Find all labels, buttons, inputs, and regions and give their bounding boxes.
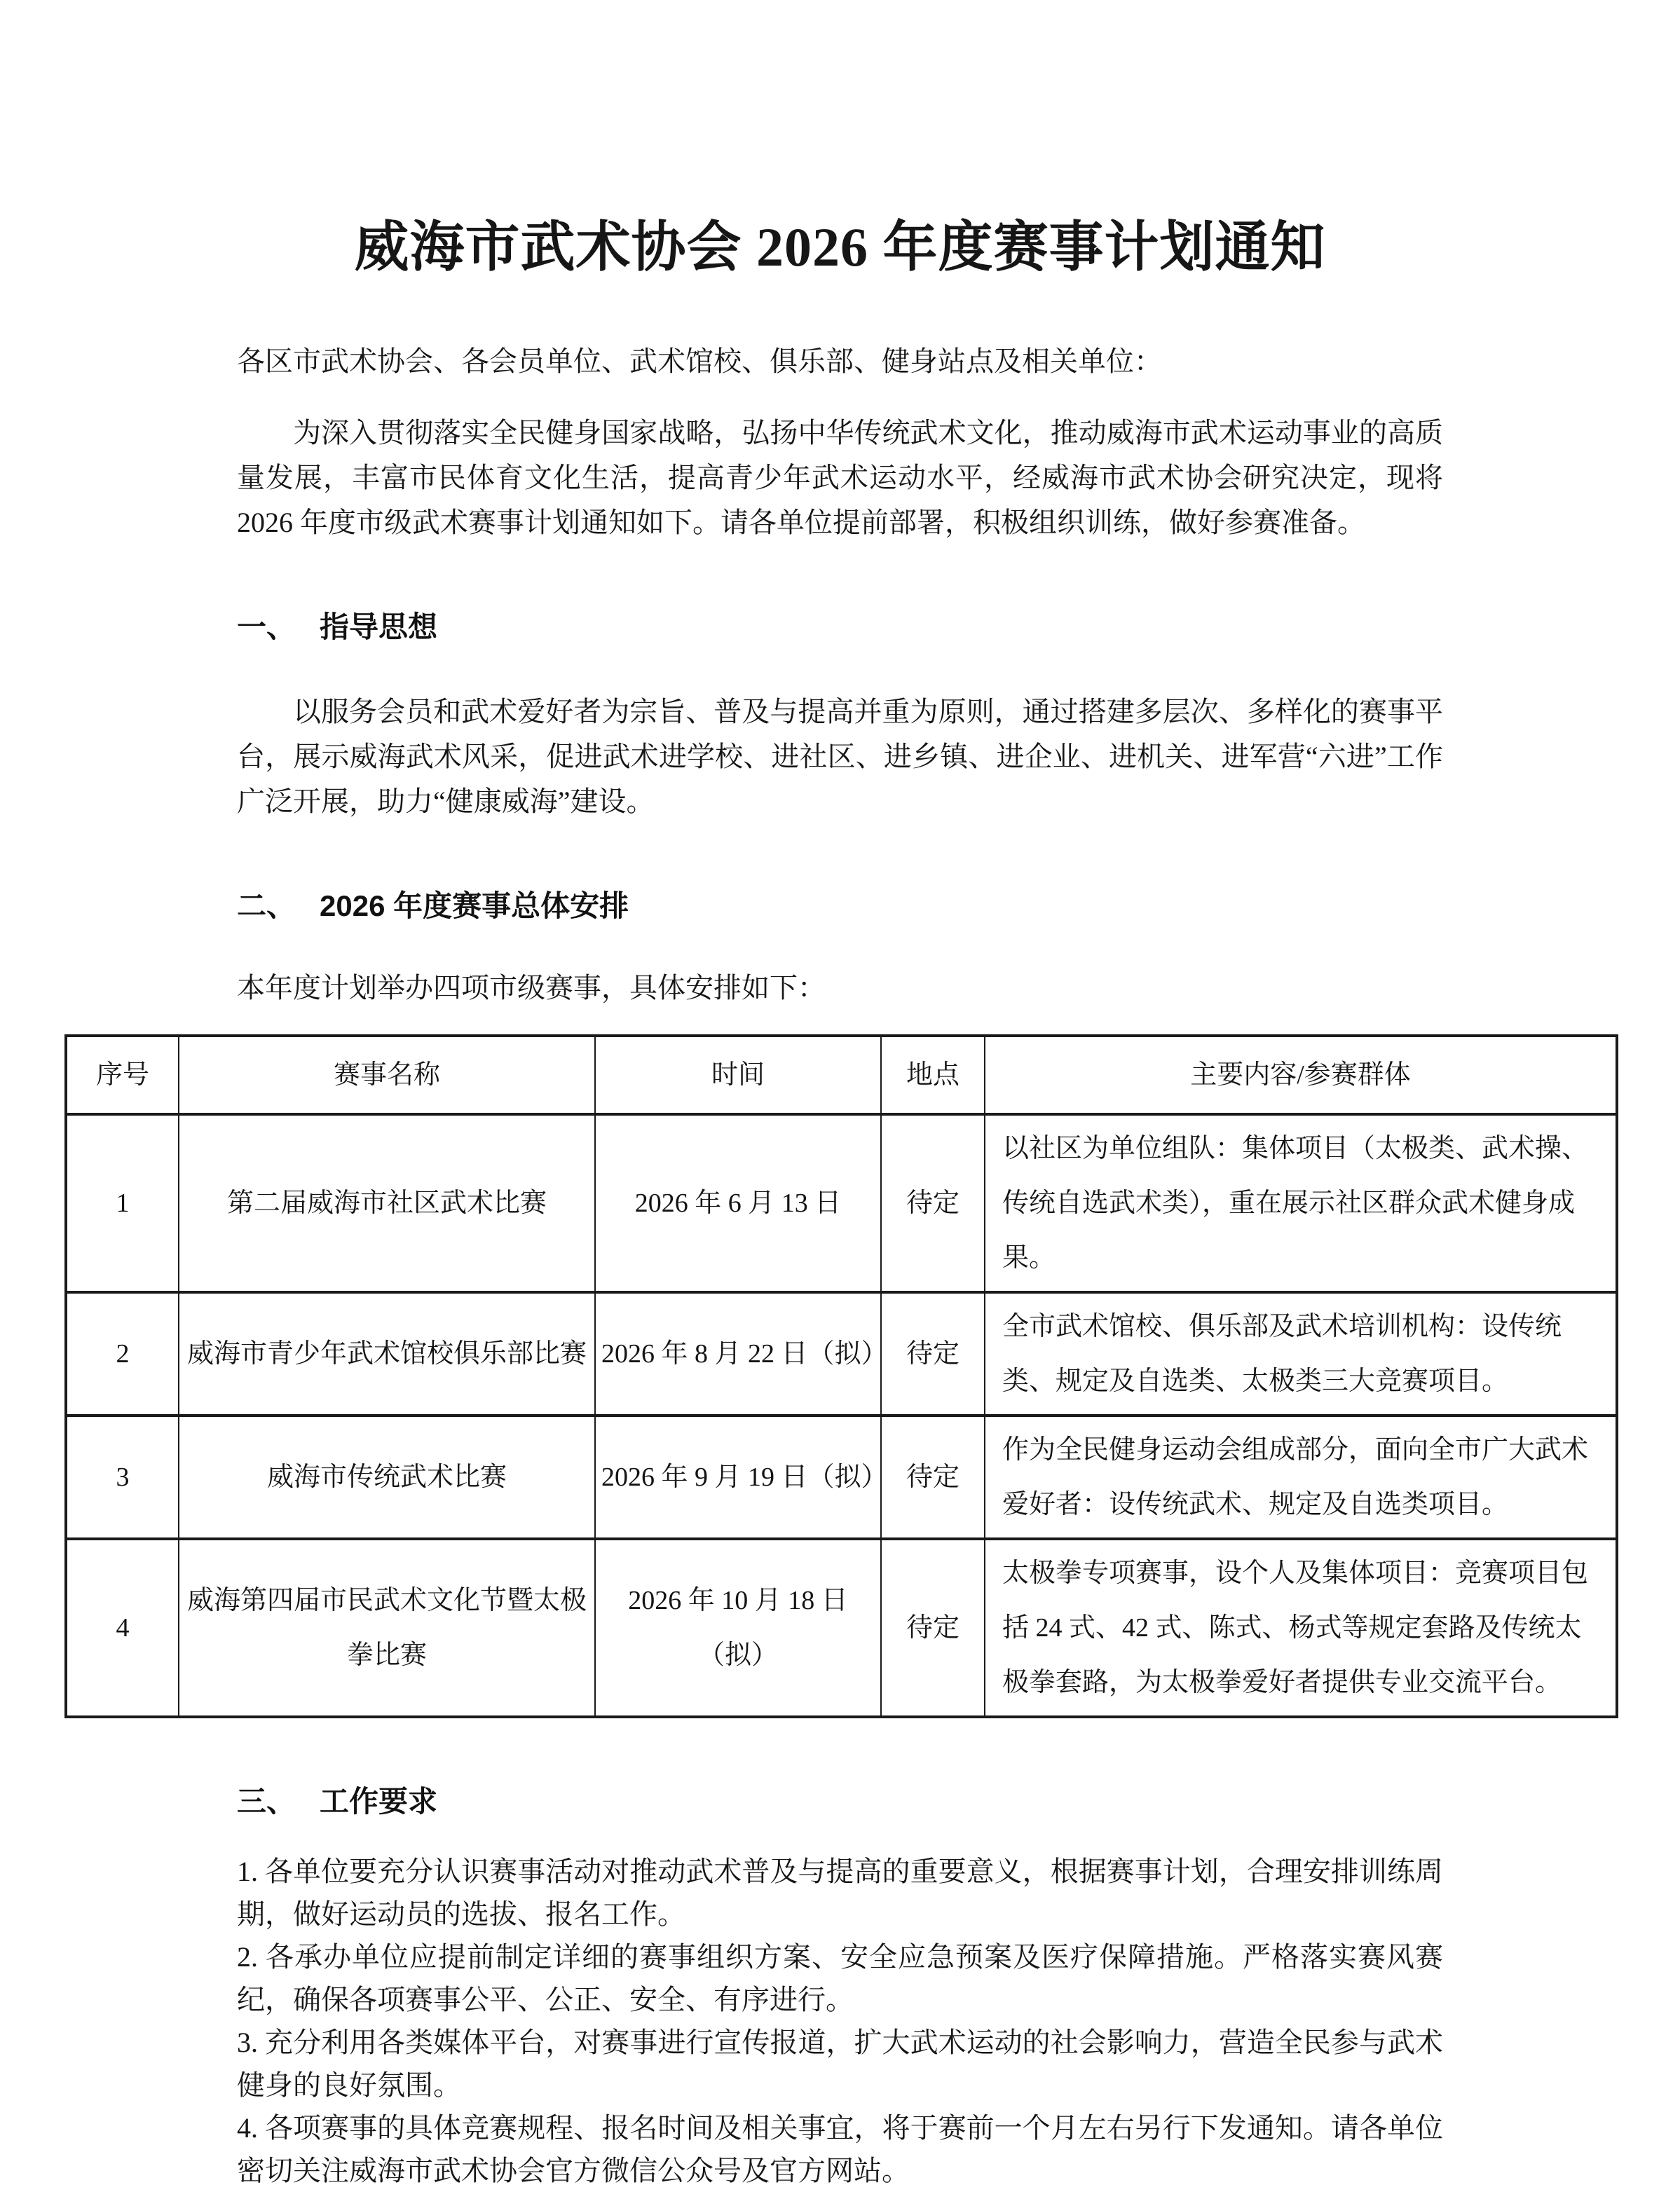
- section-2-lead: 本年度计划举办四项市级赛事，具体安排如下：: [237, 972, 826, 1003]
- event-time-cell: 2026 年 10 月 18 日（拟）: [595, 1539, 881, 1717]
- row-number-cell: 4: [66, 1539, 179, 1717]
- event-place-cell: 待定: [881, 1539, 985, 1717]
- section-1-body: 以服务会员和武术爱好者为宗旨、普及与提高并重为原则，通过搭建多层次、多样化的赛事平台，展示威海武术风采，促进武术进学校、进社区、进乡镇、进企业、进机关、进军营“六进”工作广泛开展，助力“健康威海”建设。: [237, 696, 1443, 817]
- intro-paragraph: 为深入贯彻落实全民健身国家战略，弘扬中华传统武术文化，推动威海市武术运动事业的高质量发展，丰富市民体育文化生活，提高青少年武术运动水平，经威海市武术协会研究决定，现将 2026 年度市级武术赛事计划通知如下。请各单位提前部署，积极组织训练，做好参赛准备。: [237, 417, 1443, 538]
- row-number-cell: 3: [66, 1416, 179, 1539]
- section-2-title: 2026 年度赛事总体安排: [320, 889, 629, 922]
- section-heading-3: [237, 1779, 1443, 1825]
- row-number-cell: 1: [66, 1114, 179, 1292]
- salutation: 各区市武术协会、各会员单位、武术馆校、俱乐部、健身站点及相关单位：: [237, 345, 1162, 377]
- header-time: 时间: [595, 1036, 881, 1114]
- header-index: 序号: [66, 1036, 179, 1114]
- table-header-row: [66, 1036, 1617, 1114]
- table-row: [66, 1416, 1617, 1539]
- row-number-cell: 2: [66, 1292, 179, 1416]
- section-1-number: 一、: [237, 610, 296, 643]
- requirements-list: [0, 1850, 1680, 2192]
- header-content: 主要内容/参赛群体: [985, 1036, 1617, 1114]
- table-row: [66, 1292, 1617, 1416]
- event-time-cell: 2026 年 8 月 22 日（拟）: [595, 1292, 881, 1416]
- event-time-cell: 2026 年 6 月 13 日: [595, 1114, 881, 1292]
- event-place-cell: 待定: [881, 1292, 985, 1416]
- header-place: 地点: [881, 1036, 985, 1114]
- event-content-cell: 全市武术馆校、俱乐部及武术培训机构：设传统类、规定及自选类、太极类三大竞赛项目。: [985, 1292, 1617, 1416]
- event-time-cell: 2026 年 9 月 19 日（拟）: [595, 1416, 881, 1539]
- section-heading-1: [237, 604, 1443, 650]
- event-name-cell: 第二届威海市社区武术比赛: [179, 1114, 595, 1292]
- section-3-number: 三、: [237, 1785, 296, 1818]
- event-content-cell: 太极拳专项赛事，设个人及集体项目：竞赛项目包括 24 式、42 式、陈式、杨式等规定套路及传统太极拳套路，为太极拳爱好者提供专业交流平台。: [985, 1539, 1617, 1717]
- section-2-number: 二、: [237, 889, 296, 922]
- requirement-item: 3. 充分利用各类媒体平台，对赛事进行宣传报道，扩大武术运动的社会影响力，营造全民参与武术健身的良好氛围。: [237, 2027, 1443, 2101]
- section-1-title: 指导思想: [320, 610, 438, 643]
- schedule-table: [64, 1034, 1618, 1718]
- page-title: 威海市武术协会 2026 年度赛事计划通知: [354, 217, 1326, 278]
- event-name-cell: 威海第四届市民武术文化节暨太极拳比赛: [179, 1539, 595, 1717]
- event-name-cell: 威海市传统武术比赛: [179, 1416, 595, 1539]
- requirement-item: 1. 各单位要充分认识赛事活动对推动武术普及与提高的重要意义，根据赛事计划，合理安排训练周期，做好运动员的选拔、报名工作。: [237, 1856, 1443, 1930]
- section-heading-2: [237, 883, 1443, 929]
- table-row: [66, 1114, 1617, 1292]
- event-place-cell: 待定: [881, 1114, 985, 1292]
- event-name-cell: 威海市青少年武术馆校俱乐部比赛: [179, 1292, 595, 1416]
- event-content-cell: 作为全民健身运动会组成部分，面向全市广大武术爱好者：设传统武术、规定及自选类项目。: [985, 1416, 1617, 1539]
- requirement-item: 2. 各承办单位应提前制定详细的赛事组织方案、安全应急预案及医疗保障措施。严格落实赛风赛纪，确保各项赛事公平、公正、安全、有序进行。: [237, 1941, 1443, 2015]
- header-event-name: 赛事名称: [179, 1036, 595, 1114]
- table-row: [66, 1539, 1617, 1717]
- event-content-cell: 以社区为单位组队：集体项目（太极类、武术操、传统自选武术类），重在展示社区群众武术健身成果。: [985, 1114, 1617, 1292]
- section-3-title: 工作要求: [320, 1785, 438, 1818]
- requirement-item: 4. 各项赛事的具体竞赛规程、报名时间及相关事宜，将于赛前一个月左右另行下发通知。请各单位密切关注威海市武术协会官方微信公众号及官方网站。: [237, 2112, 1443, 2186]
- event-place-cell: 待定: [881, 1416, 985, 1539]
